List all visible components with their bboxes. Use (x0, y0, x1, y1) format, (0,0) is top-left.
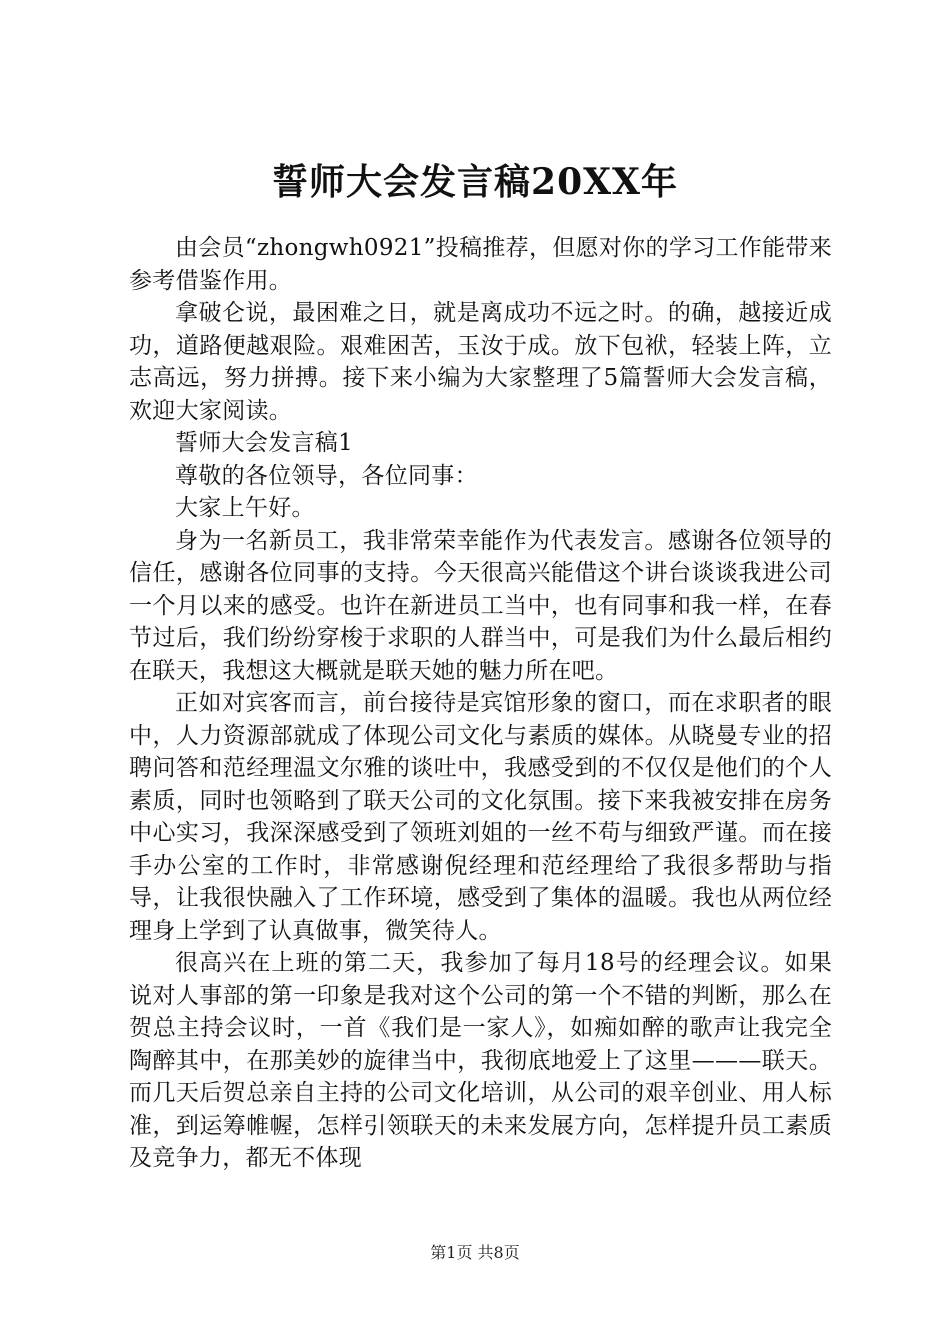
document-title: 誓师大会发言稿20XX年 (272, 161, 678, 203)
paragraph-body-2: 正如对宾客而言，前台接待是宾馆形象的窗口，而在求职者的眼中，人力资源部就成了体现公司文化与素质的媒体。从晓曼专业的招聘问答和范经理温文尔雅的谈吐中，我感受到的不仅仅是他们的个人素质，同时也领略到了联天公司的文化氛围。接下来我被安排在房务中心实习，我深深感受到了领班刘姐的一丝不苟与细致严谨。而在接手办公室的工作时，非常感谢倪经理和范经理给了我很多帮助与指导，让我很快融入了工作环境，感受到了集体的温暖。我也从两位经理身上学到了认真做事，微笑待人。 (129, 690, 832, 944)
greeting: 大家上午好。 (175, 495, 315, 521)
page-number-footer: 第1页 共8页 (430, 1243, 520, 1262)
paragraph-body-3: 很高兴在上班的第二天，我参加了每月18号的经理会议。如果说对人事部的第一印象是我对这个公司的第一个不错的判断，那么在贺总主持会议时，一首《我们是一家人》，如痴如醉的歌声让我完全陶醉其中，在那美妙的旋律当中，我彻底地爱上了这里———联天。而几天后贺总亲自主持的公司文化培训，从公司的艰辛创业、用人标准，到运筹帷幄，怎样引领联天的未来发展方向，怎样提升员工素质及竞争力，都无不体现 (129, 950, 832, 1171)
paragraph-preface: 拿破仑说，最困难之日，就是离成功不远之时。的确，越接近成功，道路便越艰险。艰难困苦，玉汝于成。放下包袱，轻装上阵，立志高远，努力拼搏。接下来小编为大家整理了5篇誓师大会发言稿，欢迎大家阅读。 (129, 300, 832, 424)
paragraph-body-1: 身为一名新员工，我非常荣幸能作为代表发言。感谢各位领导的信任，感谢各位同事的支持。今天很高兴能借这个讲台谈谈我进公司一个月以来的感受。也许在新进员工当中，也有同事和我一样，在春节过后，我们纷纷穿梭于求职的人群当中，可是我们为什么最后相约在联天，我想这大概就是联天她的魅力所在吧。 (129, 527, 832, 684)
section-heading: 誓师大会发言稿1 (175, 430, 354, 456)
document-body (129, 232, 832, 1175)
salutation: 尊敬的各位领导，各位同事： (175, 462, 478, 489)
paragraph-intro-note: 由会员“zhongwh0921”投稿推荐，但愿对你的学习工作能带来参考借鉴作用。 (129, 235, 832, 294)
